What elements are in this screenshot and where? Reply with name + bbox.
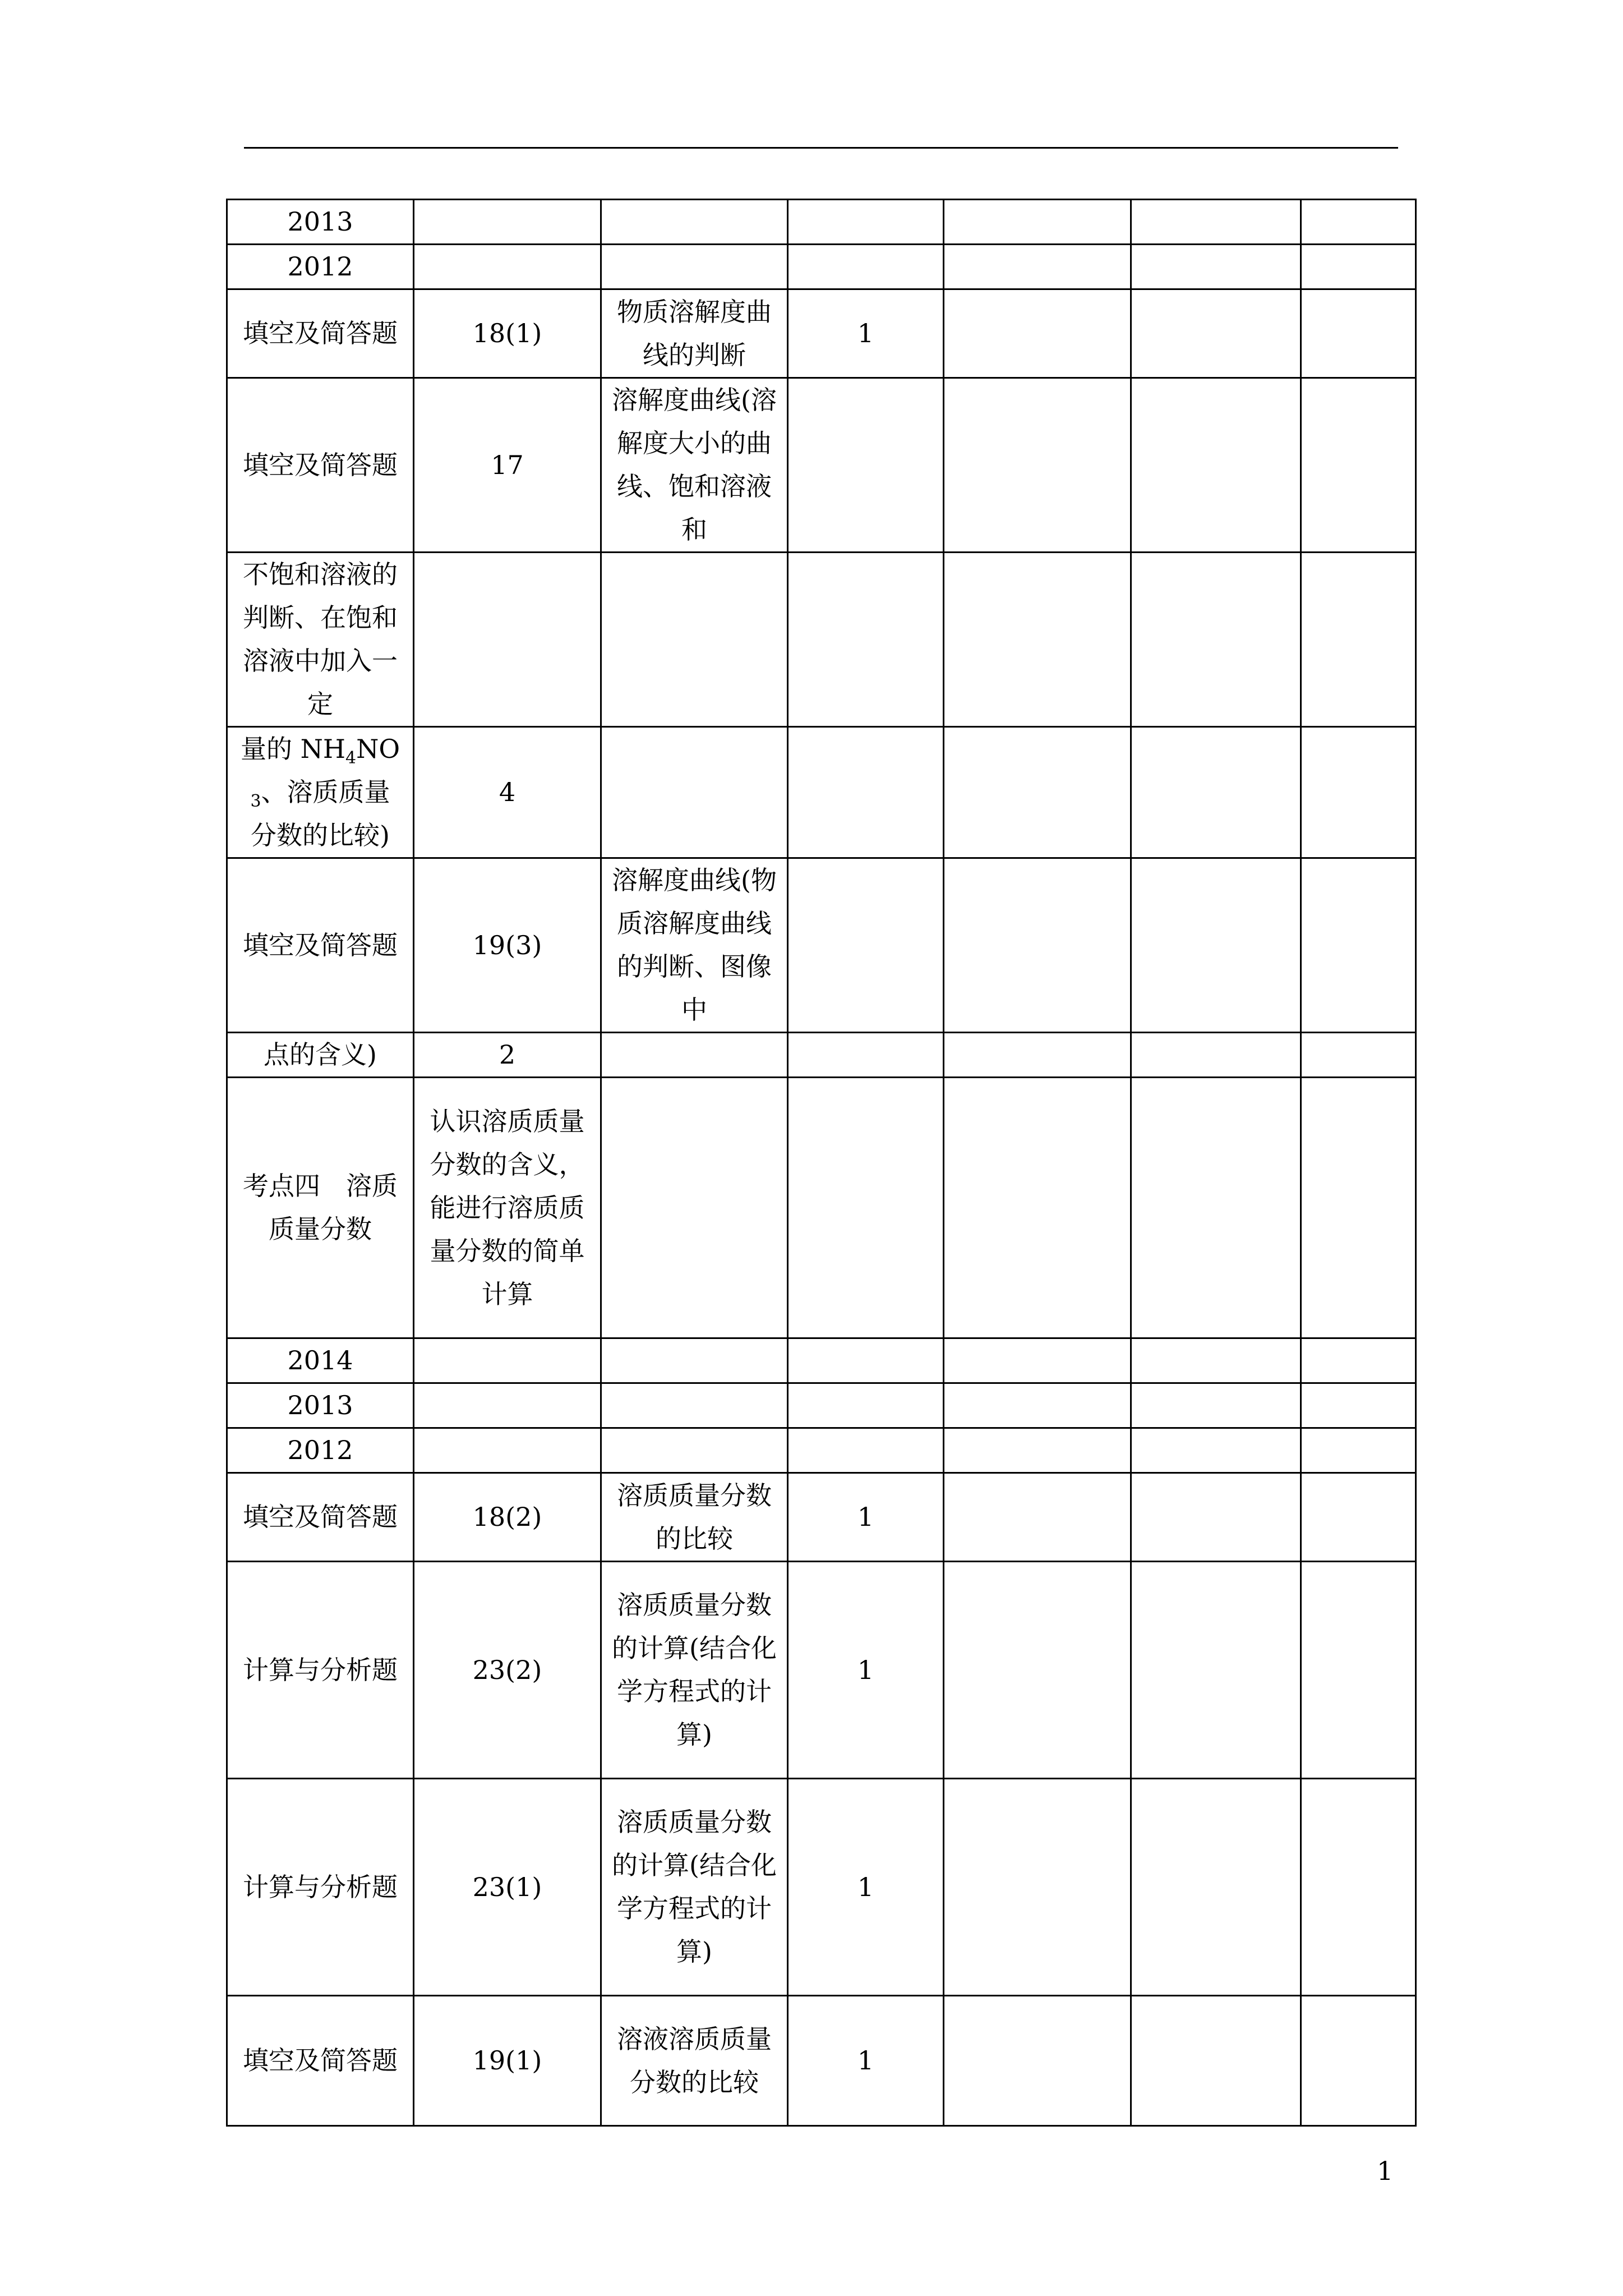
table-cell [1131, 1473, 1301, 1562]
table-cell: 2012 [227, 1428, 414, 1473]
table-cell [601, 245, 788, 289]
table-cell: 填空及简答题 [227, 378, 414, 553]
table-cell [1131, 245, 1301, 289]
table-cell [601, 1383, 788, 1428]
table-cell [1301, 200, 1416, 245]
chemical-formula-part: 4 [345, 748, 357, 769]
table-row [227, 1383, 1416, 1428]
table-cell: 2013 [227, 200, 414, 245]
table-cell [788, 245, 944, 289]
table-cell: 物质溶解度曲线的判断 [601, 289, 788, 378]
table-cell [1131, 1078, 1301, 1338]
table-cell [1301, 1033, 1416, 1078]
table-cell [788, 1383, 944, 1428]
table-cell [601, 1428, 788, 1473]
table-cell: 溶质质量分数的比较 [601, 1473, 788, 1562]
table-cell: 溶解度曲线(溶解度大小的曲线、饱和溶液和 [601, 378, 788, 553]
table-cell [227, 727, 414, 858]
table-cell [1131, 858, 1301, 1033]
table-cell [788, 858, 944, 1033]
table-cell [944, 1078, 1131, 1338]
table-cell: 填空及简答题 [227, 858, 414, 1033]
table-cell: 填空及简答题 [227, 1996, 414, 2126]
table-cell [1131, 1779, 1301, 1996]
table-cell [944, 1338, 1131, 1383]
table-cell: 2012 [227, 245, 414, 289]
table-cell [944, 1473, 1131, 1562]
table-cell [1131, 1562, 1301, 1779]
table-row [227, 858, 1416, 1033]
table-cell [1131, 553, 1301, 727]
table-cell: 1 [788, 289, 944, 378]
table-cell [944, 200, 1131, 245]
table-row [227, 1033, 1416, 1078]
table-cell [1301, 553, 1416, 727]
table-cell [1301, 1779, 1416, 1996]
table-cell [1131, 1383, 1301, 1428]
table-cell [1301, 1338, 1416, 1383]
table-cell [1301, 378, 1416, 553]
table-cell [1131, 727, 1301, 858]
table-cell [944, 858, 1131, 1033]
table-cell [944, 1562, 1131, 1779]
table-cell [788, 1428, 944, 1473]
table-row [227, 553, 1416, 727]
table-cell [1301, 245, 1416, 289]
table-cell [788, 727, 944, 858]
table-cell: 1 [788, 1996, 944, 2126]
table-cell: 填空及简答题 [227, 289, 414, 378]
table-cell [414, 553, 601, 727]
table-cell [944, 245, 1131, 289]
table-cell [944, 1033, 1131, 1078]
table-cell: 不饱和溶液的判断、在饱和溶液中加入一定 [227, 553, 414, 727]
table-cell [1301, 1996, 1416, 2126]
table-cell [1301, 858, 1416, 1033]
table-row [227, 200, 1416, 245]
chemical-formula-part: 3 [250, 792, 261, 812]
exam-analysis-table [226, 199, 1417, 2127]
table-row [227, 1078, 1416, 1338]
table-cell [944, 727, 1131, 858]
table-row [227, 727, 1416, 858]
table-cell [944, 289, 1131, 378]
table-cell: 23(1) [414, 1779, 601, 1996]
table-cell: 2014 [227, 1338, 414, 1383]
table-cell: 溶质质量分数的计算(结合化学方程式的计算) [601, 1779, 788, 1996]
chemical-formula-part: 量的 NH [240, 734, 345, 764]
table-cell: 1 [788, 1562, 944, 1779]
table-cell [788, 1078, 944, 1338]
table-cell [944, 1779, 1131, 1996]
table-cell [1301, 727, 1416, 858]
table-cell [1301, 289, 1416, 378]
table-cell [601, 1078, 788, 1338]
table-cell [788, 553, 944, 727]
table-row [227, 1779, 1416, 1996]
header-rule [244, 147, 1398, 149]
table-row [227, 1473, 1416, 1562]
table-cell [414, 1428, 601, 1473]
table-cell: 19(1) [414, 1996, 601, 2126]
table-cell: 17 [414, 378, 601, 553]
table-cell: 23(2) [414, 1562, 601, 1779]
table-cell [1131, 289, 1301, 378]
table-row [227, 378, 1416, 553]
table-row [227, 1996, 1416, 2126]
table-cell [1131, 378, 1301, 553]
table-cell [944, 1428, 1131, 1473]
table-row [227, 289, 1416, 378]
page-number: 1 [1377, 2156, 1394, 2186]
table-cell [414, 1338, 601, 1383]
table-row [227, 1428, 1416, 1473]
table-cell [944, 1996, 1131, 2126]
table-cell [1301, 1562, 1416, 1779]
table-cell [414, 200, 601, 245]
table-cell [788, 200, 944, 245]
table-cell: 计算与分析题 [227, 1562, 414, 1779]
table-cell [1301, 1383, 1416, 1428]
table-cell [601, 727, 788, 858]
table-cell: 18(2) [414, 1473, 601, 1562]
table-row [227, 1338, 1416, 1383]
table-cell [601, 1338, 788, 1383]
table-row [227, 1562, 1416, 1779]
table-cell [1301, 1473, 1416, 1562]
chemical-formula-part: 、溶质质量分数的比较) [251, 777, 390, 850]
table-cell: 计算与分析题 [227, 1779, 414, 1996]
table-cell [1301, 1078, 1416, 1338]
table-cell: 填空及简答题 [227, 1473, 414, 1562]
table-cell: 点的含义) [227, 1033, 414, 1078]
table-cell: 18(1) [414, 289, 601, 378]
table-cell: 溶质质量分数的计算(结合化学方程式的计算) [601, 1562, 788, 1779]
table-cell [1131, 1033, 1301, 1078]
table-cell [944, 553, 1131, 727]
table-row [227, 245, 1416, 289]
table-cell [414, 245, 601, 289]
table-cell [601, 200, 788, 245]
table-cell [601, 553, 788, 727]
table-cell: 溶液溶质质量分数的比较 [601, 1996, 788, 2126]
table-cell: 溶解度曲线(物质溶解度曲线的判断、图像中 [601, 858, 788, 1033]
table-cell [788, 1033, 944, 1078]
table-cell: 1 [788, 1779, 944, 1996]
table-cell [1131, 1428, 1301, 1473]
table-cell: 1 [788, 1473, 944, 1562]
table-cell [788, 1338, 944, 1383]
table-cell [788, 378, 944, 553]
table-cell [1131, 200, 1301, 245]
table-cell [601, 1033, 788, 1078]
table-cell: 2013 [227, 1383, 414, 1428]
chemical-formula-part: NO [356, 734, 400, 764]
table-cell [944, 1383, 1131, 1428]
table-cell [1131, 1338, 1301, 1383]
table-cell [944, 378, 1131, 553]
table-cell: 考点四 溶质质量分数 [227, 1078, 414, 1338]
table-cell: 4 [414, 727, 601, 858]
table-cell [1131, 1996, 1301, 2126]
table-cell: 认识溶质质量分数的含义，能进行溶质质量分数的简单计算 [414, 1078, 601, 1338]
table-cell: 2 [414, 1033, 601, 1078]
table-cell: 19(3) [414, 858, 601, 1033]
table-cell [414, 1383, 601, 1428]
table-cell [1301, 1428, 1416, 1473]
